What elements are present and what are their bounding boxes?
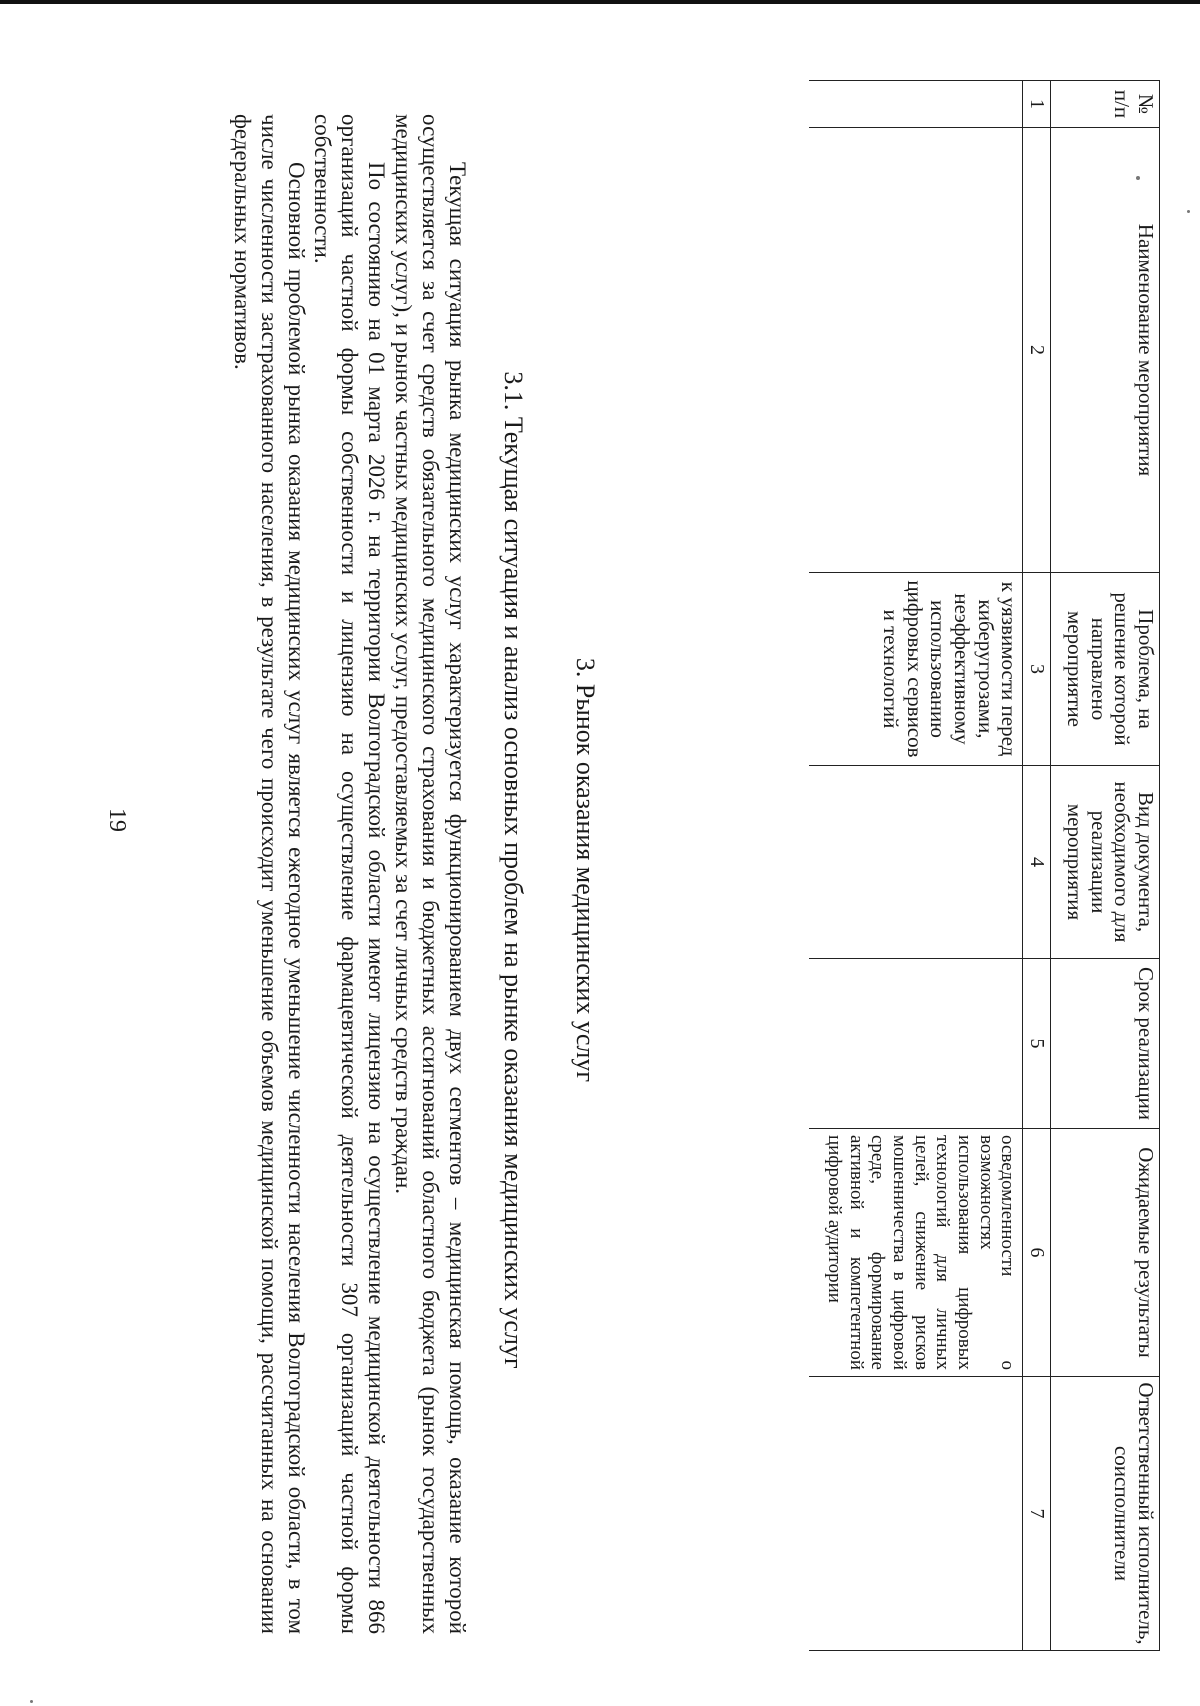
section-title: 3. Рынок оказания медицинских услуг (571, 657, 600, 1083)
responsible-cell (809, 1377, 1023, 1651)
paragraph: Текущая ситуация рынка медицинских услуг характеризуется функционированием двух сегментов – медицинская помощь, оказание которой осуществляется за счет средств обязательного медицинского страхования и бюджетных ассигнований областного бюджета (рынок государственных медицинских услуг), и рынок частных медицинских услуг, предоставляемых за счет личных средств граждан. (391, 114, 470, 1634)
column-number-cell: 6 (1023, 1129, 1051, 1377)
column-number-cell: 5 (1023, 959, 1051, 1129)
column-number-row (1023, 81, 1051, 1651)
column-number-cell: 4 (1023, 766, 1051, 959)
table-header-row (1051, 81, 1160, 1651)
header-cell: Ожидаемые результаты (1051, 1129, 1160, 1377)
column-number-cell: 7 (1023, 1377, 1051, 1651)
body-text (228, 114, 470, 1634)
measures-table (809, 80, 1160, 1651)
header-cell: Вид документа, необходимого для реализации мероприятия (1051, 766, 1160, 959)
document-cell (809, 766, 1023, 959)
column-number-cell: 1 (1023, 81, 1051, 128)
measure-name-cell (809, 128, 1023, 573)
column-number-cell: 3 (1023, 573, 1051, 766)
page-number: 19 (104, 808, 130, 832)
header-cell: Ответственный исполнитель, соисполнители (1051, 1377, 1160, 1651)
term-cell (809, 959, 1023, 1129)
header-cell: Наименование мероприятия (1051, 128, 1160, 573)
problem-cell: к уязвимости перед киберугрозами, неэффективному использованию цифровых сервисов и технологий (809, 573, 1023, 766)
row-number-cell (809, 81, 1023, 128)
table-row (809, 81, 1023, 1651)
subsection-title: 3.1. Текущая ситуация и анализ основных проблем на рынке оказания медицинских услуг (499, 371, 528, 1369)
paragraph: Основной проблемой рынка оказания медицинских услуг является ежегодное уменьшение численности населения Волгоградской области, в том числе численности застрахованного населения, в результате чего происходит уменьшение объемов медицинской помощи, рассчитанных на основании федеральных нормативов. (229, 114, 309, 1634)
header-cell: № п/п (1051, 81, 1160, 128)
results-cell: осведомленности о возможностях использования цифровых технологий для личных целей, снижение рисков мошенничества в цифровой среде, формирование активной и компетентной цифровой аудитории (809, 1129, 1023, 1377)
header-cell: Проблема, на решение которой направлено мероприятие (1051, 573, 1160, 766)
column-number-cell: 2 (1023, 128, 1051, 573)
paragraph: По состоянию на 01 марта 2026 г. на территории Волгоградской области имеют лицензию на осуществление медицинской деятельности 866 организаций частной формы собственности и лицензию на осуществление фармацевтической деятельности 307 организаций частной формы собственности. (310, 114, 390, 1634)
header-cell: Срок реализации (1051, 959, 1160, 1129)
